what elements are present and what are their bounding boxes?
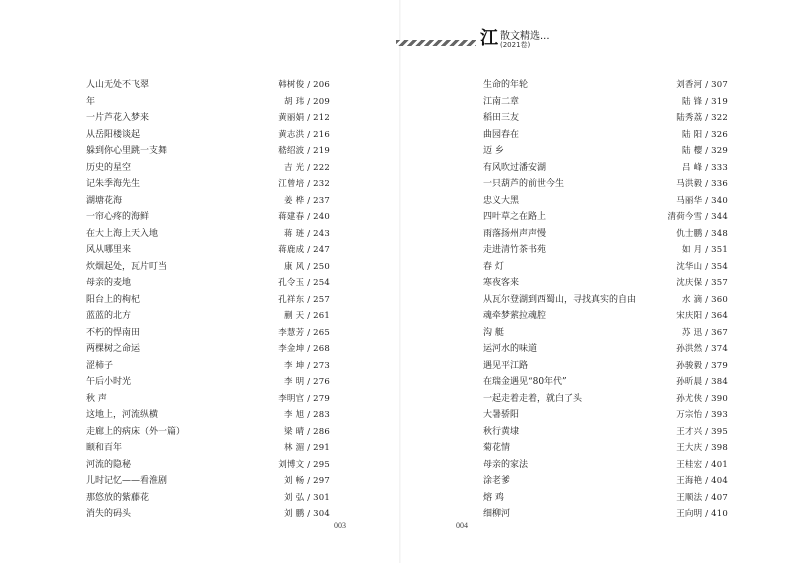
toc-entry-title: 历史的星空 bbox=[86, 162, 132, 173]
toc-entry bbox=[483, 341, 728, 358]
toc-entry bbox=[86, 275, 330, 292]
toc-entry-title: 迈 乡 bbox=[483, 146, 504, 156]
toc-entry bbox=[483, 506, 728, 523]
header-stripe-decoration bbox=[396, 40, 476, 46]
toc-entry-title: 四叶草之在路上 bbox=[483, 212, 547, 222]
toc-entry-author-page: 水 滴 / 360 bbox=[682, 294, 728, 305]
toc-entry-title: 魂牵梦萦拉魂腔 bbox=[483, 311, 547, 321]
toc-entry bbox=[86, 209, 330, 226]
toc-entry-title: 母亲的家法 bbox=[483, 459, 529, 470]
toc-entry bbox=[86, 490, 330, 507]
toc-entry-author-page: 孔令玉 / 254 bbox=[278, 278, 330, 288]
toc-entry-title: 在大上海上天入地 bbox=[86, 228, 159, 239]
toc-entry-title: 炊烟起处，瓦片叮当 bbox=[86, 261, 168, 272]
toc-entry-title: 走廊上的病床（外一篇） bbox=[86, 426, 186, 437]
toc-entry-title: 阳台上的枸杞 bbox=[86, 294, 141, 305]
toc-entry-title: 年 bbox=[86, 96, 96, 107]
toc-entry-title: 运河水的味道 bbox=[483, 344, 538, 354]
toc-entry bbox=[483, 127, 728, 144]
toc-entry bbox=[483, 209, 728, 226]
toc-entry-title: 生命的年轮 bbox=[483, 80, 529, 90]
toc-entry-title: 一片芦花入梦来 bbox=[86, 113, 150, 123]
toc-entry-author-page: 王桂宏 / 401 bbox=[676, 459, 728, 470]
toc-entry-author-page: 刘 弘 / 301 bbox=[284, 492, 330, 503]
toc-entry bbox=[86, 374, 330, 391]
toc-entry bbox=[483, 160, 728, 177]
toc-entry bbox=[86, 242, 330, 259]
toc-entry bbox=[483, 325, 728, 342]
toc-entry bbox=[86, 110, 330, 127]
toc-entry bbox=[483, 374, 728, 391]
toc-entry-author-page: 李明官 / 279 bbox=[278, 393, 330, 404]
toc-entry-author-page: 苏 迅 / 367 bbox=[682, 327, 728, 338]
toc-entry-title: 从瓦尔登湖到西蜀山，寻找真实的自由 bbox=[483, 294, 637, 305]
toc-entry-title: 秋行黄埭 bbox=[483, 426, 520, 437]
toc-entry-author-page: 宋庆阳 / 364 bbox=[676, 311, 728, 321]
toc-entry bbox=[86, 193, 330, 210]
toc-entry-author-page: 李金坤 / 268 bbox=[278, 344, 330, 354]
toc-entry-author-page: 蒯 天 / 261 bbox=[284, 311, 330, 321]
toc-entry-author-page: 如 月 / 351 bbox=[682, 245, 728, 255]
toc-entry-author-page: 马洪毅 / 336 bbox=[676, 179, 728, 189]
toc-entry bbox=[483, 473, 728, 490]
toc-entry-title: 人山无处不飞翠 bbox=[86, 80, 150, 90]
toc-entry bbox=[483, 275, 728, 292]
toc-entry bbox=[483, 424, 728, 441]
toc-entry-title: 母亲的麦地 bbox=[86, 278, 132, 288]
toc-entry-author-page: 蒋鹿成 / 247 bbox=[278, 245, 330, 255]
toc-entry-author-page: 李 明 / 276 bbox=[284, 377, 330, 387]
toc-entry-author-page: 林 湄 / 291 bbox=[284, 443, 330, 453]
toc-entry bbox=[86, 341, 330, 358]
toc-entry bbox=[483, 226, 728, 243]
toc-entry-author-page: 仇士鹏 / 348 bbox=[676, 228, 728, 239]
toc-entry-title: 那悠放的紫藤花 bbox=[86, 492, 150, 503]
toc-entry-author-page: 陆 阳 / 326 bbox=[682, 129, 728, 140]
toc-entry-title: 大暑骄阳 bbox=[483, 410, 520, 420]
toc-entry-title: 这地上，河流纵横 bbox=[86, 410, 159, 420]
toc-entry-author-page: 万宗怡 / 393 bbox=[676, 410, 728, 420]
toc-entry bbox=[483, 391, 728, 408]
toc-entry bbox=[483, 77, 728, 94]
toc-entry bbox=[86, 457, 330, 474]
toc-entry bbox=[483, 110, 728, 127]
toc-entry bbox=[86, 160, 330, 177]
toc-entry-title: 一只葫芦的前世今生 bbox=[483, 179, 565, 189]
toc-entry bbox=[483, 440, 728, 457]
toc-entry-title: 一帘心疼的海鲜 bbox=[86, 212, 150, 222]
toc-entry bbox=[86, 391, 330, 408]
toc-entry-title: 两棵树之命运 bbox=[86, 344, 141, 354]
toc-entry-author-page: 沈庆保 / 357 bbox=[676, 278, 728, 288]
toc-entry bbox=[86, 407, 330, 424]
toc-entry-author-page: 李 旭 / 283 bbox=[284, 410, 330, 420]
toc-entry-title: 曲园春在 bbox=[483, 129, 520, 140]
toc-entry-title: 稻田三友 bbox=[483, 113, 520, 123]
toc-entry-title: 在瑞金遇见“80年代” bbox=[483, 377, 567, 387]
toc-entry-title: 记朱季海先生 bbox=[86, 179, 141, 189]
toc-entry bbox=[86, 506, 330, 523]
toc-entry bbox=[483, 407, 728, 424]
toc-entry-author-page: 黄丽娟 / 212 bbox=[278, 113, 330, 123]
running-header bbox=[396, 24, 550, 52]
toc-entry-title: 午后小时光 bbox=[86, 377, 132, 387]
toc-entry-author-page: 吉 光 / 222 bbox=[284, 162, 330, 173]
toc-entry-title: 从岳阳楼谈起 bbox=[86, 129, 141, 140]
toc-entry bbox=[86, 308, 330, 325]
page-gutter bbox=[399, 0, 401, 563]
toc-entry-author-page: 陆 樱 / 329 bbox=[682, 146, 728, 156]
toc-entry bbox=[483, 143, 728, 160]
toc-list-left bbox=[86, 77, 330, 523]
toc-entry-title: 熔 鸡 bbox=[483, 492, 504, 503]
toc-entry-author-page: 王向明 / 410 bbox=[676, 509, 728, 519]
toc-entry-author-page: 康 风 / 250 bbox=[284, 261, 330, 272]
toc-entry bbox=[483, 242, 728, 259]
toc-entry-title: 涂老爹 bbox=[483, 476, 511, 486]
toc-entry-title: 一起走着走着，就白了头 bbox=[483, 393, 583, 404]
toc-entry-author-page: 蒋 琏 / 243 bbox=[284, 228, 330, 239]
toc-entry bbox=[483, 176, 728, 193]
toc-entry-title: 春 灯 bbox=[483, 261, 504, 272]
toc-entry-author-page: 王大庆 / 398 bbox=[676, 443, 728, 453]
toc-entry bbox=[86, 127, 330, 144]
toc-entry-title: 不朽的悍南田 bbox=[86, 327, 141, 338]
toc-entry-title: 儿时记忆——看淮剧 bbox=[86, 476, 168, 486]
toc-entry-author-page: 黄志洪 / 216 bbox=[278, 129, 330, 140]
toc-entry bbox=[483, 358, 728, 375]
toc-entry bbox=[86, 259, 330, 276]
calligraphy-logo: 江 bbox=[480, 28, 498, 49]
toc-list-right bbox=[483, 77, 728, 523]
toc-entry bbox=[86, 176, 330, 193]
header-subtitle: (2021卷) bbox=[500, 41, 531, 49]
toc-entry bbox=[86, 440, 330, 457]
toc-entry-title: 躲到你心里跳一支舞 bbox=[86, 146, 168, 156]
page-number-left: 003 bbox=[334, 521, 346, 530]
toc-entry-title: 细柳河 bbox=[483, 509, 511, 519]
toc-entry bbox=[86, 143, 330, 160]
toc-entry-author-page: 王顺法 / 407 bbox=[676, 492, 728, 503]
toc-entry-author-page: 胡 玮 / 209 bbox=[284, 96, 330, 107]
toc-entry-author-page: 陆秀荔 / 322 bbox=[676, 113, 728, 123]
toc-entry-title: 走进清竹茶书苑 bbox=[483, 245, 547, 255]
toc-entry bbox=[483, 193, 728, 210]
toc-entry-author-page: 刘 鹏 / 304 bbox=[284, 509, 330, 519]
toc-entry bbox=[86, 94, 330, 111]
toc-entry-title: 湖塘花海 bbox=[86, 195, 123, 206]
toc-entry-title: 沟 艇 bbox=[483, 327, 504, 338]
header-title: 散文精选... bbox=[500, 31, 550, 42]
toc-entry-author-page: 李慧芳 / 265 bbox=[278, 327, 330, 338]
toc-entry-author-page: 孙洪然 / 374 bbox=[676, 344, 728, 354]
toc-entry-title: 寒夜客来 bbox=[483, 278, 520, 288]
toc-entry-author-page: 韩树俊 / 206 bbox=[278, 80, 330, 90]
toc-entry-title: 江南二章 bbox=[483, 96, 520, 107]
toc-entry bbox=[483, 292, 728, 309]
page-number-right: 004 bbox=[456, 521, 468, 530]
toc-entry bbox=[483, 457, 728, 474]
toc-entry-title: 遇见平江路 bbox=[483, 360, 529, 371]
toc-entry-title: 河流的隐秘 bbox=[86, 459, 132, 470]
toc-entry-author-page: 马丽华 / 340 bbox=[676, 195, 728, 206]
toc-entry bbox=[86, 325, 330, 342]
toc-entry bbox=[86, 226, 330, 243]
toc-entry-title: 雨落扬州声声慢 bbox=[483, 228, 547, 239]
toc-entry bbox=[86, 473, 330, 490]
toc-entry-author-page: 孙尤侠 / 390 bbox=[676, 393, 728, 404]
toc-entry-author-page: 孙昕晨 / 384 bbox=[676, 377, 728, 387]
toc-entry-author-page: 孔祥东 / 257 bbox=[278, 294, 330, 305]
toc-entry-author-page: 沈华山 / 354 bbox=[676, 261, 728, 272]
toc-entry bbox=[86, 424, 330, 441]
toc-entry bbox=[483, 490, 728, 507]
toc-entry-title: 颐和百年 bbox=[86, 443, 123, 453]
toc-entry bbox=[483, 94, 728, 111]
toc-entry-title: 菊花情 bbox=[483, 443, 511, 453]
toc-entry-author-page: 刘香河 / 307 bbox=[676, 80, 728, 90]
toc-entry-author-page: 清荷今雪 / 344 bbox=[667, 212, 728, 222]
toc-entry-author-page: 梁 晴 / 286 bbox=[284, 426, 330, 437]
toc-entry-author-page: 陆 锋 / 319 bbox=[682, 96, 728, 107]
toc-entry-author-page: 李 坤 / 273 bbox=[284, 360, 330, 371]
toc-entry-author-page: 孙骏毅 / 379 bbox=[676, 360, 728, 371]
toc-entry-title: 涩柿子 bbox=[86, 360, 114, 371]
toc-entry-author-page: 蒋建春 / 240 bbox=[278, 212, 330, 222]
toc-entry-author-page: 吕 峰 / 333 bbox=[682, 162, 728, 173]
toc-entry-title: 秋 声 bbox=[86, 393, 107, 404]
toc-entry-author-page: 刘博文 / 295 bbox=[278, 459, 330, 470]
toc-entry bbox=[86, 77, 330, 94]
toc-entry-author-page: 刘 畅 / 297 bbox=[284, 476, 330, 486]
toc-entry-title: 有风吹过潘安湖 bbox=[483, 162, 547, 173]
toc-entry-author-page: 江曾培 / 232 bbox=[278, 179, 330, 189]
toc-entry bbox=[86, 292, 330, 309]
toc-entry-author-page: 王海艳 / 404 bbox=[676, 476, 728, 486]
toc-entry-title: 消失的码头 bbox=[86, 509, 132, 519]
toc-entry-title: 蓝蓝的北方 bbox=[86, 311, 132, 321]
toc-entry bbox=[483, 308, 728, 325]
toc-entry-title: 风从哪里来 bbox=[86, 245, 132, 255]
toc-entry-author-page: 嵇绍波 / 219 bbox=[278, 146, 330, 156]
toc-entry-title: 忠义大黑 bbox=[483, 195, 520, 206]
toc-entry-author-page: 姜 桦 / 237 bbox=[284, 195, 330, 206]
toc-entry bbox=[483, 259, 728, 276]
toc-entry bbox=[86, 358, 330, 375]
toc-entry-author-page: 王才兴 / 395 bbox=[676, 426, 728, 437]
